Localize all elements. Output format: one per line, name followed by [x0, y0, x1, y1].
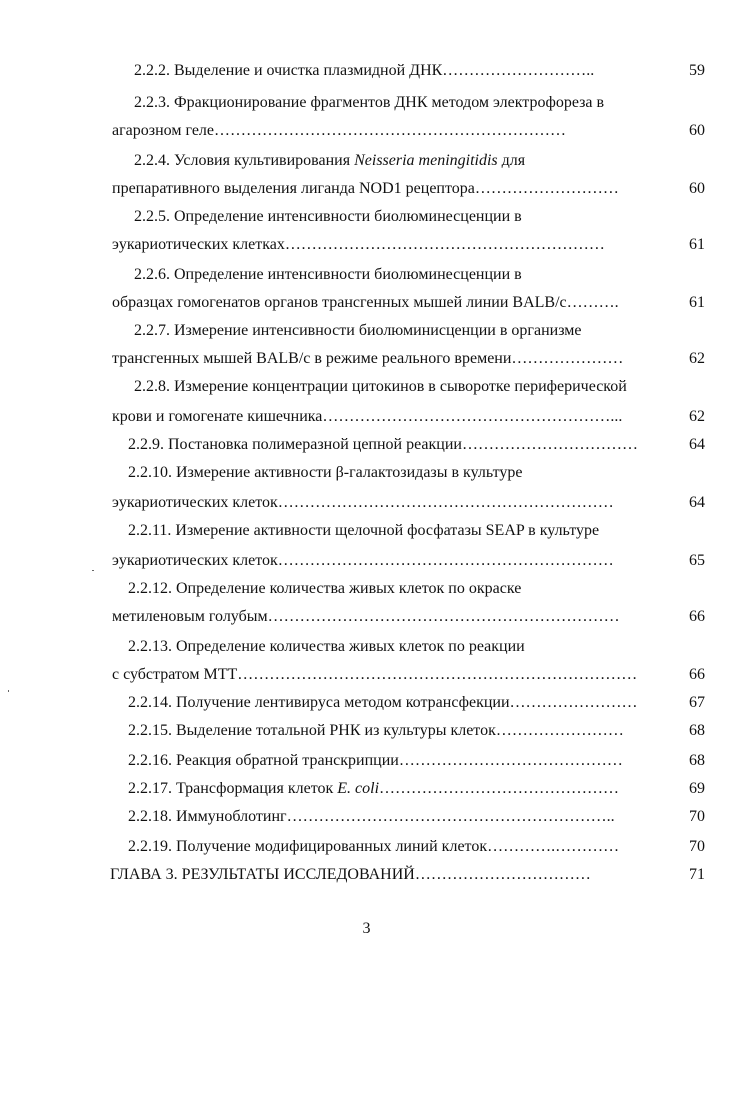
toc-entry-2-2-9: 2.2.9. Постановка полимеразной цепной реакции…………………………… — [128, 436, 638, 453]
toc-entry-2-2-11-cont: эукариотических клеток……………………………………………………… — [112, 552, 614, 569]
toc-page-2-2-6: 61 — [689, 294, 705, 311]
toc-entry-2-2-4: 2.2.4. Условия культивирования Neisseria meningitidis для — [134, 152, 526, 169]
toc-entry-2-2-5-cont: эукариотических клетках…………………………………………………… — [112, 236, 605, 253]
toc-page-2-2-3: 60 — [689, 122, 705, 139]
toc-page-2-2-8: 62 — [689, 408, 705, 425]
toc-entry-2-2-4-cont: препаративного выделения лиганда NOD1 рецептора……………………… — [112, 180, 619, 197]
toc-entry-2-2-18: 2.2.18. Иммуноблотинг…………………………………………………….. — [128, 808, 615, 825]
toc-entry-2-2-10-cont: эукариотических клеток……………………………………………………… — [112, 494, 614, 511]
toc-page-2-2-18: 70 — [689, 808, 705, 825]
toc-page-2-2-19: 70 — [689, 838, 705, 855]
toc-entry-2-2-13-cont: с субстратом МТТ………………………………………………………………… — [112, 666, 638, 683]
scan-speck — [8, 690, 9, 692]
toc-page-2-2-10: 64 — [689, 494, 705, 511]
toc-page-2-2-17: 69 — [689, 780, 705, 797]
toc-page-2-2-15: 68 — [689, 722, 705, 739]
toc-page-2-2-5: 61 — [689, 236, 705, 253]
toc-entry-2-2-10: 2.2.10. Измерение активности β-галактозидазы в культуре — [128, 464, 523, 481]
toc-entry-2-2-14: 2.2.14. Получение лентивируса методом котрансфекции…………………… — [128, 694, 638, 711]
toc-entry-2-2-12-cont: метиленовым голубым………………………………………………………… — [112, 608, 620, 625]
toc-entry-2-2-19: 2.2.19. Получение модифицированных линий клеток………….………… — [128, 838, 620, 855]
toc-page-2-2-13: 66 — [689, 666, 705, 683]
toc-page-2-2-4: 60 — [689, 180, 705, 197]
toc-page-2-2-14: 67 — [689, 694, 705, 711]
toc-page-2-2-9: 64 — [689, 436, 705, 453]
toc-entry-2-2-15: 2.2.15. Выделение тотальной РНК из культуры клеток…………………… — [128, 722, 624, 739]
toc-entry-2-2-7: 2.2.7. Измерение интенсивности биолюминисценции в организме — [134, 322, 582, 339]
toc-page-chapter-3: 71 — [689, 866, 705, 883]
toc-entry-2-2-6: 2.2.6. Определение интенсивности биолюминесценции в — [134, 266, 522, 283]
toc-entry-2-2-6-cont: образцах гомогенатов органов трансгенных мышей линии BALB/c………. — [112, 294, 619, 311]
toc-entry-2-2-5: 2.2.5. Определение интенсивности биолюминесценции в — [134, 208, 522, 225]
toc-page-2-2-2: 59 — [689, 62, 705, 79]
toc-entry-2-2-11: 2.2.11. Измерение активности щелочной фосфатазы SEAP в культуре — [128, 522, 600, 539]
toc-entry-2-2-12: 2.2.12. Определение количества живых клеток по окраске — [128, 580, 522, 597]
toc-entry-2-2-3: 2.2.3. Фракционирование фрагментов ДНК методом электрофореза в — [134, 94, 605, 111]
toc-entry-2-2-8: 2.2.8. Измерение концентрации цитокинов в сыворотке периферической — [134, 378, 627, 395]
toc-entry-2-2-7-cont: трансгенных мышей BALB/c в режиме реального времени………………… — [112, 350, 624, 367]
toc-entry-2-2-8-cont: крови и гомогенате кишечника………………………………………………... — [112, 408, 623, 425]
toc-entry-2-2-3-cont: агарозном геле………………………………………………………… — [112, 122, 567, 139]
toc-page-2-2-11: 65 — [689, 552, 705, 569]
toc-page-2-2-12: 66 — [689, 608, 705, 625]
toc-entry-2-2-17: 2.2.17. Трансформация клеток E. coli……………………………………… — [128, 780, 620, 797]
scan-speck — [92, 570, 94, 571]
page-number: 3 — [362, 920, 371, 937]
toc-page-2-2-16: 68 — [689, 752, 705, 769]
toc-entry-2-2-2: 2.2.2. Выделение и очистка плазмидной ДНК……………………….. — [134, 62, 595, 79]
toc-entry-2-2-13: 2.2.13. Определение количества живых клеток по реакции — [128, 638, 525, 655]
toc-entry-chapter-3: ГЛАВА 3. РЕЗУЛЬТАТЫ ИССЛЕДОВАНИЙ…………………………… — [110, 866, 591, 883]
toc-entry-2-2-16: 2.2.16. Реакция обратной транскрипции…………………………………… — [128, 752, 623, 769]
toc-page-2-2-7: 62 — [689, 350, 705, 367]
